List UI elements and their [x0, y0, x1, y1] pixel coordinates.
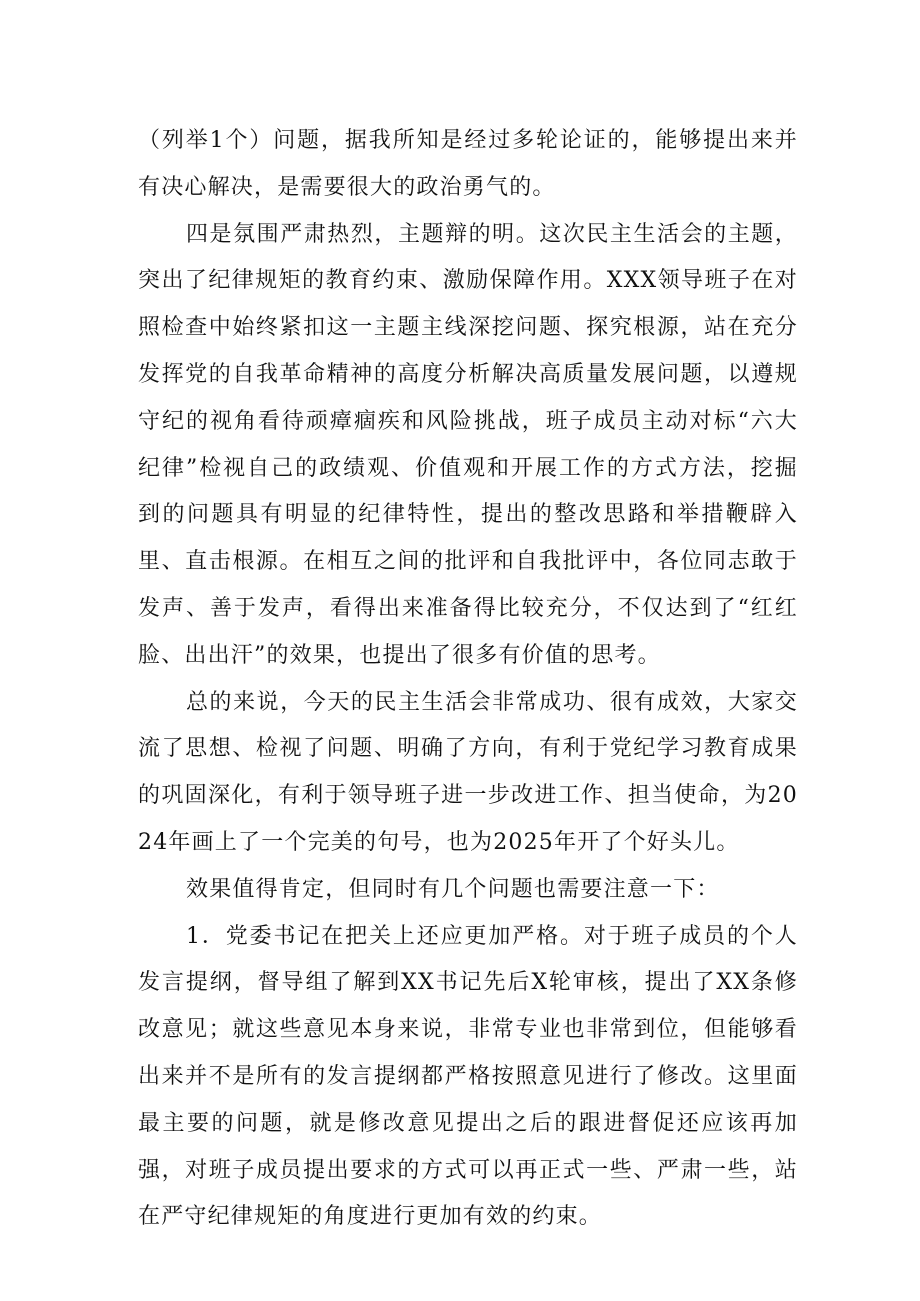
- paragraph-atmosphere: 四是氛围严肃热烈，主题辩的明。这次民主生活会的主题，突出了纪律规矩的教育约束、激励保障作用。XXX领导班子在对照检查中始终紧扣这一主题主线深挖问题、探究根源，站在充分发挥党的自我革命精神的高度分析解决高质量发展问题，以遵规守纪的视角看待顽瘴痼疾和风险挑战，班子成员主动对标“六大纪律”检视自己的政绩观、价值观和开展工作的方式方法，挖掘到的问题具有明显的纪律特性，提出的整改思路和举措鞭辟入里、直击根源。在相互之间的批评和自我批评中，各位同志敢于发声、善于发声，看得出来准备得比较充分，不仅达到了“红红脸、出出汗”的效果，也提出了很多有价值的思考。: [138, 221, 798, 668]
- paragraph-issue-1: 1．党委书记在把关上还应更加严格。对于班子成员的个人发言提纲，督导组了解到XX书记先后X轮审核，提出了XX条修改意见；就这些意见本身来说，非常专业也非常到位，但能够看出来并不是所有的发言提纲都严格按照意见进行了修改。这里面最主要的问题，就是修改意见提出之后的跟进督促还应该再加强，对班子成员提出要求的方式可以再正式一些、严肃一些，站在严守纪律规矩的角度进行更加有效的约束。: [138, 923, 798, 1230]
- paragraph-issues-intro: 效果值得肯定，但同时有几个问题也需要注意一下：: [186, 876, 720, 902]
- document-body: [138, 118, 798, 1241]
- paragraph-summary: 总的来说，今天的民主生活会非常成功、很有成效，大家交流了思想、检视了问题、明确了方向，有利于党纪学习教育成果的巩固深化，有利于领导班子进一步改进工作、担当使命，为2024年画上了一个完美的句号，也为2025年开了个好头儿。: [138, 689, 798, 855]
- paragraph-continuation: （列举1个）问题，据我所知是经过多轮论证的，能够提出来并有决心解决，是需要很大的政治勇气的。: [138, 128, 798, 200]
